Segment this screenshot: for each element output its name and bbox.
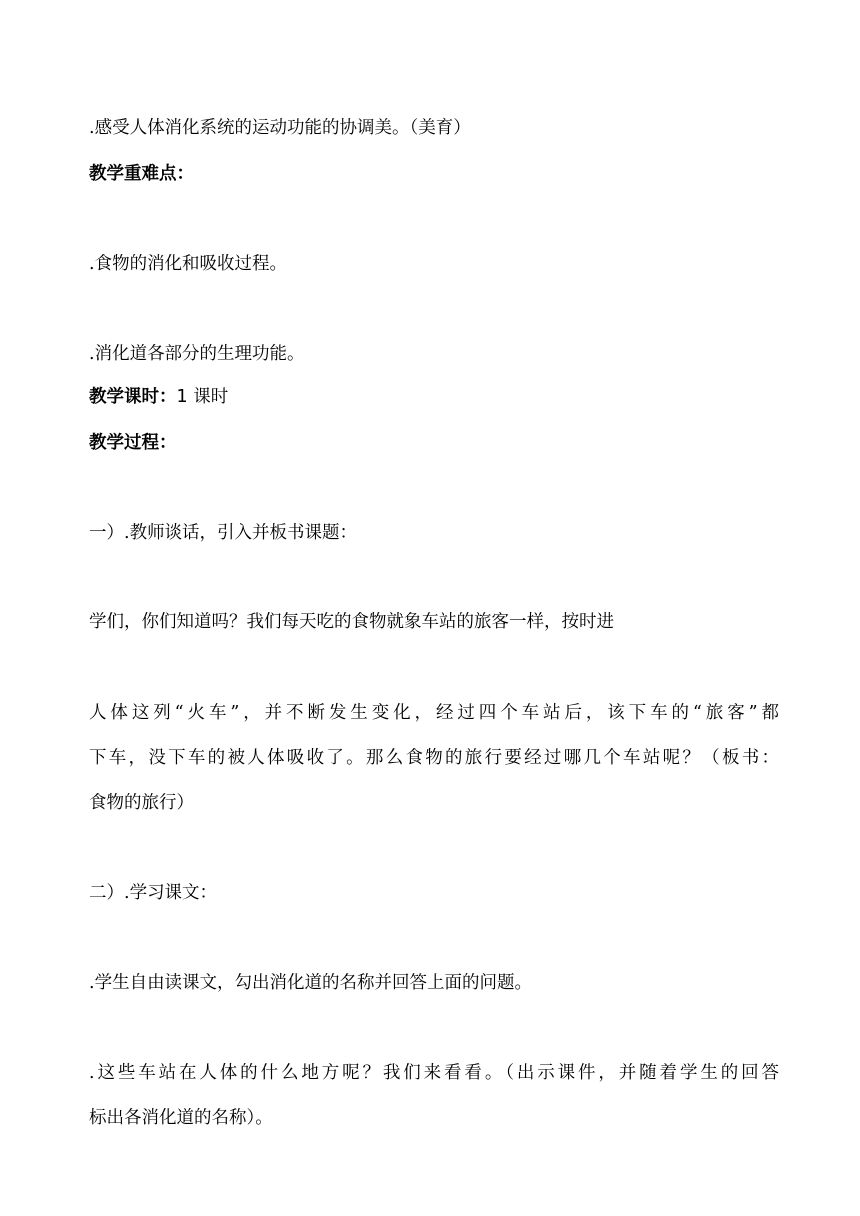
paragraph-line: 学们，你们知道吗？我们每天吃的食物就象车站的旅客一样，按时进 [89, 612, 614, 632]
key-point-2: .消化道各部分的生理功能。 [89, 344, 305, 364]
key-point-1: .食物的消化和吸收过程。 [89, 254, 288, 274]
step-1-heading: 一）.教师谈话，引入并板书课题： [89, 523, 358, 543]
paragraph-line: 人体这列“火车”，并不断发生变化，经过四个车站后，该下车的“旅客”都 [89, 703, 779, 723]
objective-line: .感受人体消化系统的运动功能的协调美。（美育） [89, 118, 471, 138]
paragraph-line: 下车，没下车的被人体吸收了。那么食物的旅行要经过哪几个车站呢？（板书： [89, 748, 779, 768]
section-heading-key-points: 教学重难点： [89, 164, 194, 184]
step-2-item-2-continued: 标出各消化道的名称）。 [89, 1108, 273, 1128]
class-hours-label: 教学课时： [89, 387, 177, 407]
section-heading-process: 教学过程： [89, 433, 177, 453]
paragraph-line: 食物的旅行） [89, 793, 194, 813]
step-2-heading: 二）.学习课文： [89, 883, 218, 903]
step-2-item-1: .学生自由读课文，勾出消化道的名称并回答上面的问题。 [89, 973, 533, 993]
step-2-item-2: .这些车站在人体的什么地方呢？我们来看看。（出示课件，并随着学生的回答 [89, 1063, 779, 1083]
class-hours-value: 1 课时 [176, 387, 229, 407]
class-hours-line [89, 385, 779, 409]
